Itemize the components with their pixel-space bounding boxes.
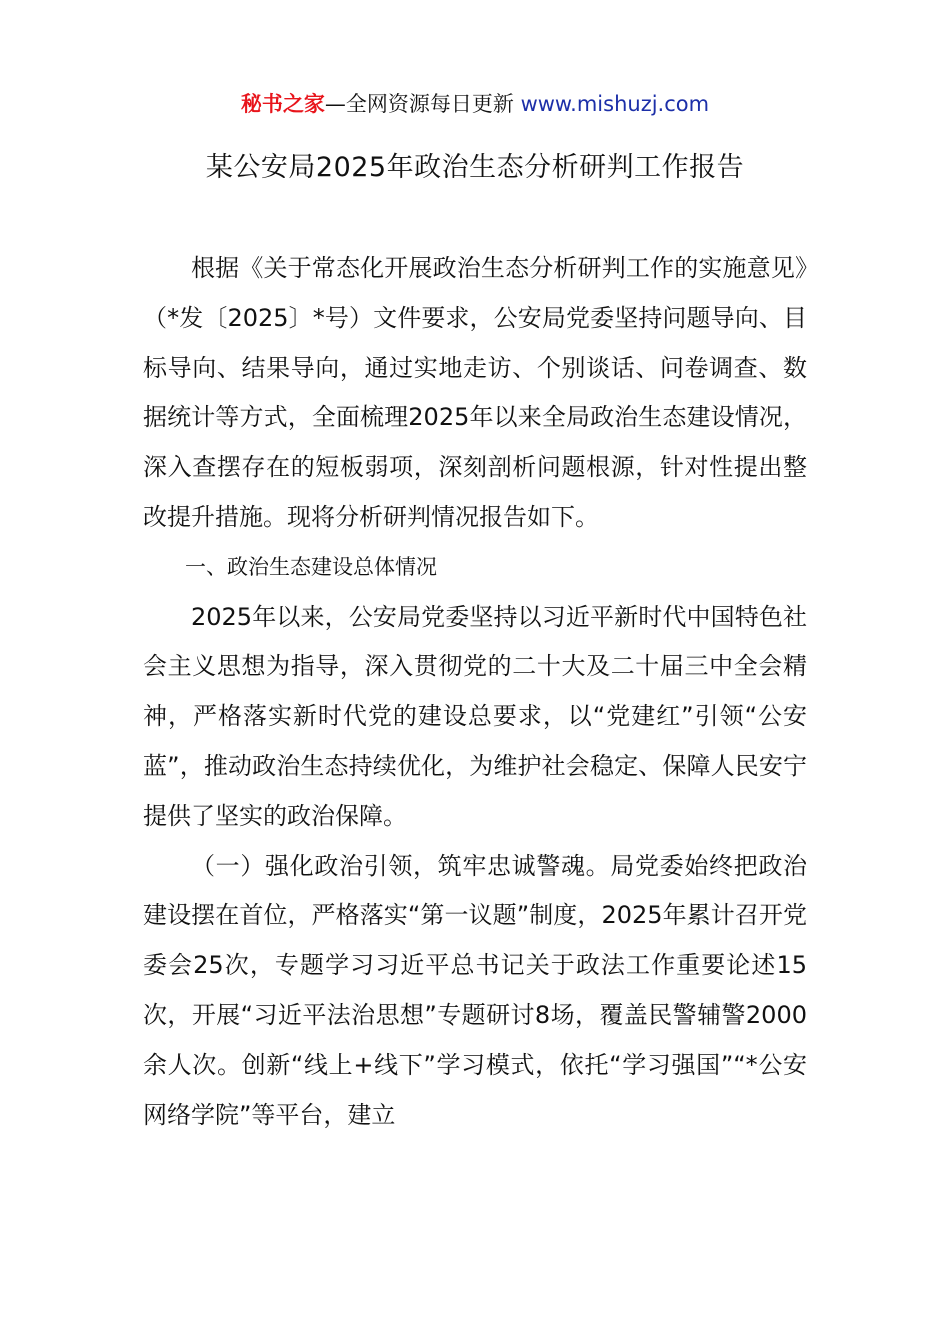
site-slogan: —全网资源每日更新: [324, 92, 521, 116]
document-body: [143, 244, 807, 1140]
site-brand: 秘书之家: [240, 92, 325, 116]
subsection-paragraph: （一）强化政治引领，筑牢忠诚警魂。局党委始终把政治建设摆在首位，严格落实“第一议题”制度，2025年累计召开党委会25次，专题学习习近平总书记关于政法工作重要论述15次，开展“习近平法治思想”专题研讨8场，覆盖民警辅警2000余人次。创新“线上+线下”学习模式，依托“学习强国”“*公安网络学院”等平台，建立: [143, 851, 807, 1129]
site-url-link[interactable]: www.mishuzj.com: [520, 92, 710, 116]
intro-paragraph: 根据《关于常态化开展政治生态分析研判工作的实施意见》（*发〔2025〕*号）文件要求，公安局党委坚持问题导向、目标导向、结果导向，通过实地走访、个别谈话、问卷调查、数据统计等方式，全面梳理2025年以来全局政治生态建设情况，深入查摆存在的短板弱项，深刻剖析问题根源，针对性提出整改提升措施。现将分析研判情况报告如下。: [143, 254, 807, 531]
section-heading: 一、政治生态建设总体情况: [185, 554, 437, 579]
site-header: [0, 88, 950, 120]
document-title: 某公安局2025年政治生态分析研判工作报告: [205, 152, 745, 183]
overview-paragraph: 2025年以来，公安局党委坚持以习近平新时代中国特色社会主义思想为指导，深入贯彻党的二十大及二十届三中全会精神，严格落实新时代党的建设总要求，以“党建红”引领“公安蓝”，推动政治生态持续优化，为维护社会稳定、保障人民安宁提供了坚实的政治保障。: [143, 602, 807, 830]
